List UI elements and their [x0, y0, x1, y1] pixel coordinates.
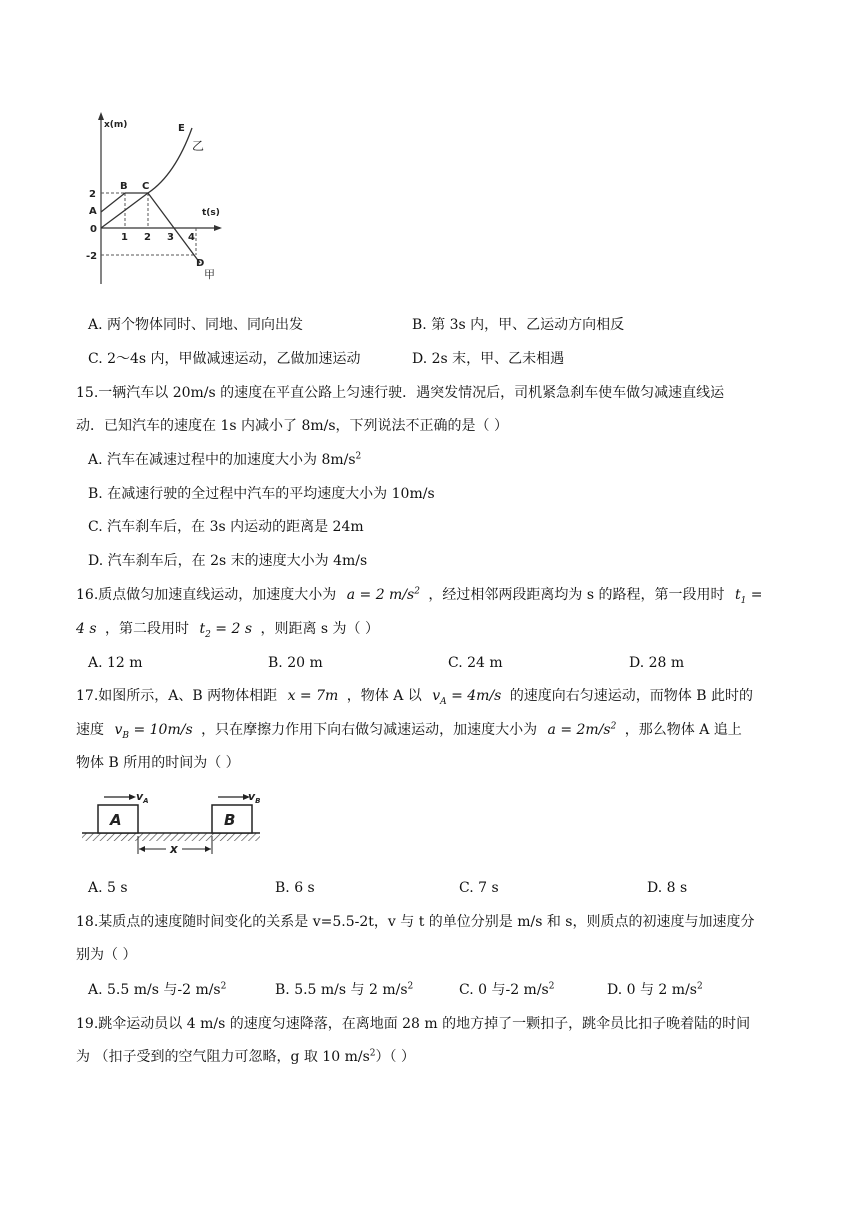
q18-stem-line2: 别为（ ）: [76, 947, 137, 963]
position-time-graph: [84, 108, 224, 288]
q16-option-c: C. 24 m: [448, 655, 503, 671]
y-tick-2: 2: [89, 189, 96, 200]
q19-stem-line1: 19.跳伞运动员以 4 m/s 的速度匀速降落，在离地面 28 m 的地方掉了一颗扣子，跳伞员比扣子晚着陆的时间: [76, 1016, 751, 1032]
va-label: $v_A$: [136, 790, 149, 805]
y-axis-arrow: [98, 112, 104, 120]
dist-arrow-right: [205, 846, 211, 852]
q16-stem-line2: 4 s ，第二段用时 $t_2 = 2$ s ，则距离 s 为（ ）: [76, 621, 380, 640]
x-tick-4: 4: [188, 232, 195, 243]
q14-option-c: C. 2～4s 内，甲做减速运动，乙做加速运动: [88, 351, 361, 367]
q14-option-d: D. 2s 末，甲、乙未相遇: [412, 351, 565, 367]
q15-option-b: B. 在减速行驶的全过程中汽车的平均速度大小为 10m/s: [88, 486, 435, 502]
q18-option-b: B. 5.5 m/s 与 2 $m/s^2$: [275, 981, 414, 998]
q17-option-a: A. 5 s: [88, 880, 128, 896]
q16-option-b: B. 20 m: [268, 655, 323, 671]
q18-stem-line1: 18.某质点的速度随时间变化的关系是 v=5.5-2t，v 与 t 的单位分别是 m/s 和 s，则质点的初速度与加速度分: [76, 914, 755, 930]
x-tick-1: 1: [121, 232, 128, 243]
q19-stem-line2: 为 （扣子受到的空气阻力可忽略，g 取 10 $m/s^2$）（ ）: [76, 1048, 415, 1065]
x-axis-arrow: [214, 225, 222, 231]
point-E-label: E: [178, 123, 185, 134]
q15-stem-line1: 15.一辆汽车以 20m/s 的速度在平直公路上匀速行驶．遇突发情况后，司机紧急刹车使车做匀减速直线运: [76, 385, 725, 401]
yi-curve: [148, 128, 192, 193]
q18-option-c: C. 0 与-2 $m/s^2$: [459, 981, 555, 998]
q17-stem-line1: 17.如图所示，A、B 两物体相距 x = 7m ，物体 A 以 $v_A = 4m/s$ 的速度向右匀速运动，而物体 B 此时的: [76, 688, 753, 707]
point-A-label: A: [89, 206, 97, 217]
q15-option-c: C. 汽车刹车后，在 3s 内运动的距离是 24m: [88, 519, 364, 535]
q16-option-a: A. 12 m: [88, 655, 143, 671]
va-arrowhead: [129, 794, 136, 800]
label-yi: 乙: [192, 139, 205, 153]
dist-arrow-left: [139, 846, 145, 852]
x-tick-2: 2: [144, 232, 151, 243]
block-a-label: A: [110, 811, 122, 829]
q17-option-d: D. 8 s: [647, 880, 688, 896]
q15-option-a: A. 汽车在减速过程中的加速度大小为 $8m/s^2$: [88, 451, 362, 468]
q16-option-d: D. 28 m: [629, 655, 685, 671]
q17-option-c: C. 7 s: [459, 880, 499, 896]
q15-option-d: D. 汽车刹车后，在 2s 末的速度大小为 4m/s: [88, 553, 368, 569]
q18-option-a: A. 5.5 m/s 与-2 $m/s^2$: [88, 981, 227, 998]
dist-x-label: x: [170, 842, 178, 856]
y-tick-neg2: -2: [86, 251, 98, 262]
x-axis-label: t(s): [202, 208, 220, 218]
q14-option-a: A. 两个物体同时、同地、同向出发: [88, 317, 304, 333]
q18-option-d: D. 0 与 2 $m/s^2$: [607, 981, 703, 998]
vb-label: $v_B$: [248, 790, 261, 805]
q17-option-b: B. 6 s: [275, 880, 315, 896]
q15-stem-line2: 动．已知汽车的速度在 1s 内减小了 8m/s，下列说法不正确的是（ ）: [76, 418, 508, 434]
block-b-label: B: [224, 811, 236, 829]
point-C-label: C: [142, 181, 150, 192]
ground-hatch: [82, 833, 260, 841]
q17-stem-line2: 速度 $v_B = 10m/s$ ，只在摩擦力作用下向右做匀减速运动，加速度大小为 $a = 2m/s^2$ ，那么物体 A 追上: [76, 721, 742, 741]
y-tick-0: 0: [90, 224, 97, 235]
blocks-figure: [80, 786, 264, 856]
x-tick-3: 3: [167, 232, 174, 243]
label-jia: 甲: [204, 268, 215, 281]
point-D-label: D: [196, 258, 205, 269]
y-axis-label: x(m): [104, 120, 128, 130]
q16-stem-line1: 16.质点做匀加速直线运动，加速度大小为 a = 2 $m/s^2$ ，经过相邻两段距离均为 s 的路程，第一段用时 $t_1$ =: [76, 586, 763, 606]
q17-stem-line3: 物体 B 所用的时间为（ ）: [76, 755, 240, 771]
q14-option-b: B. 第 3s 内，甲、乙运动方向相反: [412, 317, 625, 333]
point-B-label: B: [120, 181, 128, 192]
